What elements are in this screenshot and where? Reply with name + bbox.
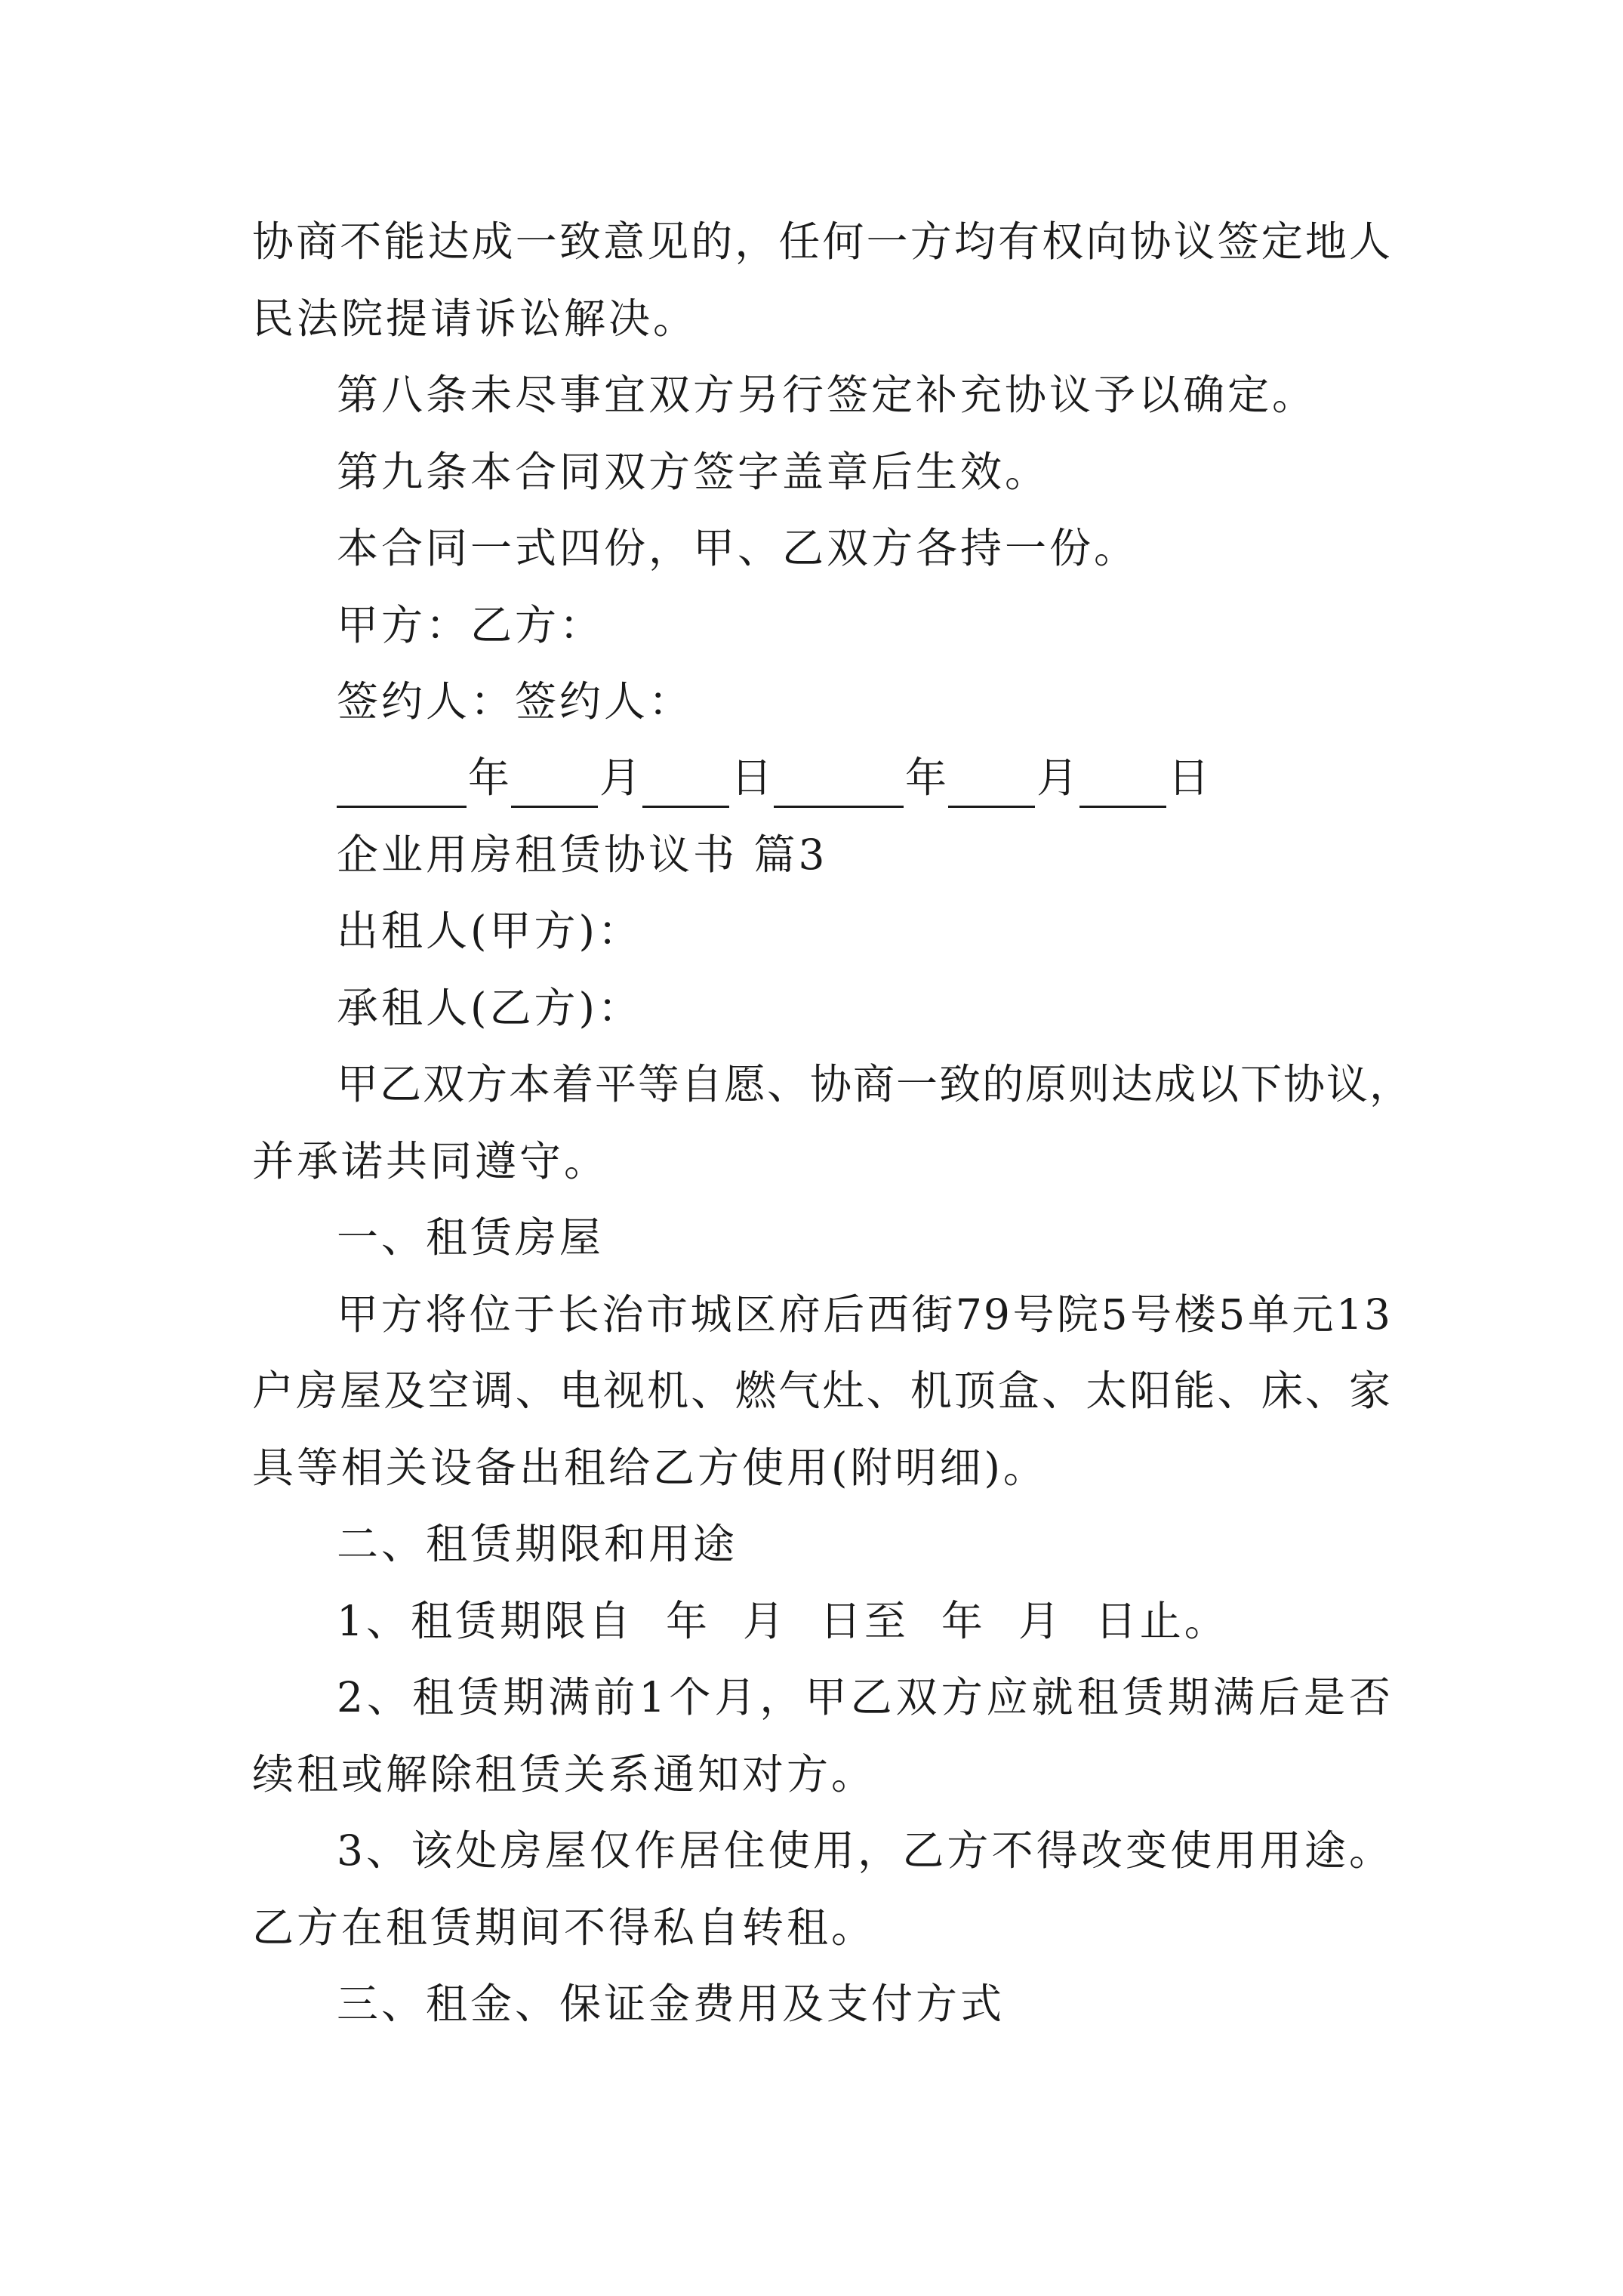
- month-label-1: 月: [599, 754, 642, 802]
- article-8: 第八条未尽事宜双方另行签定补充协议予以确定。: [337, 371, 1317, 419]
- copies-clause: 本合同一式四份，甲、乙双方各持一份。: [337, 524, 1139, 572]
- month-blank-1: [511, 762, 598, 808]
- paragraph-dispute-line1: 协商不能达成一致意见的，任何一方均有权向协议签定地人: [252, 217, 1392, 266]
- term-clause-1: 1、租赁期限自 年 月 日至 年 月 日止。: [337, 1597, 1229, 1645]
- day-label-1: 日: [731, 754, 773, 802]
- paragraph-dispute-line2: 民法院提请诉讼解决。: [252, 294, 698, 343]
- date-signature-row: [337, 747, 1211, 808]
- term-clause-3-line2: 乙方在租赁期间不得私自转租。: [252, 1903, 876, 1952]
- term-clause-2-line2: 续租或解除租赁关系通知对方。: [252, 1750, 876, 1798]
- house-line1: 甲方将位于长治市城区府后西街79号院5号楼5单元13: [337, 1290, 1392, 1339]
- section-title: 企业用房租赁协议书 篇3: [337, 831, 828, 879]
- term-clause-3-line1: 3、该处房屋仅作居住使用，乙方不得改变使用用途。: [337, 1826, 1392, 1875]
- intro-line1: 甲乙双方本着平等自愿、协商一致的原则达成以下协议，: [337, 1060, 1413, 1108]
- lessor-label: 出租人(甲方)：: [337, 907, 642, 955]
- heading-rental-house: 一、租赁房屋: [337, 1213, 605, 1262]
- house-line2: 户房屋及空调、电视机、燃气灶、机顶盒、太阳能、床、家: [252, 1367, 1392, 1415]
- year-label-1: 年: [468, 754, 510, 802]
- house-line3: 具等相关设备出租给乙方使用(附明细)。: [252, 1444, 1048, 1492]
- intro-line2: 并承诺共同遵守。: [252, 1137, 609, 1185]
- lessee-label: 承租人(乙方)：: [337, 984, 642, 1032]
- year-label-2: 年: [905, 754, 947, 802]
- month-blank-2: [948, 762, 1035, 808]
- year-blank-1: [337, 762, 467, 808]
- day-label-2: 日: [1168, 754, 1210, 802]
- month-label-2: 月: [1036, 754, 1079, 802]
- day-blank-1: [642, 762, 729, 808]
- signers-label: 签约人：签约人：: [337, 677, 694, 726]
- article-9: 第九条本合同双方签字盖章后生效。: [337, 448, 1050, 496]
- document-page: [252, 0, 1413, 2296]
- parties-label: 甲方：乙方：: [337, 601, 605, 649]
- year-blank-2: [774, 762, 904, 808]
- heading-rent-deposit: 三、租金、保证金费用及支付方式: [337, 1980, 1006, 2028]
- day-blank-2: [1079, 762, 1166, 808]
- term-clause-2-line1: 2、租赁期满前1个月，甲乙双方应就租赁期满后是否: [337, 1673, 1392, 1721]
- heading-lease-term: 二、租赁期限和用途: [337, 1520, 738, 1568]
